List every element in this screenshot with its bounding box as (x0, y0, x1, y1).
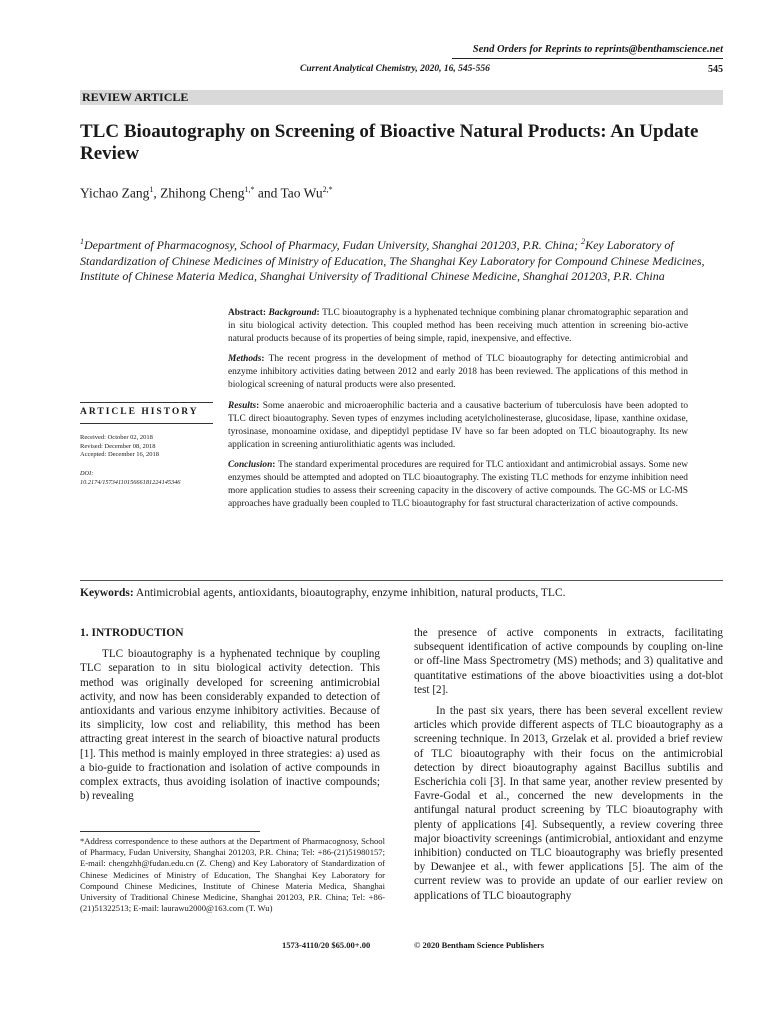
affiliation-1: Department of Pharmacognosy, School of Pharmacy, Fudan University, Shanghai 201203, P.R. China; (84, 238, 582, 252)
conclusion-text: The standard experimental procedures are required for TLC antioxidant and antimicrobial assays. Some new enzymes should be attempted and adopted on TLC bioautography. The existing TLC methods for enzyme inhibition need more application studies to assess their screening capacity in the discovery of active compounds. The GC-MS or LC-MS approaches have gradually been coupled to TLC bioautography for fast structural characterization of active compounds. (228, 459, 688, 510)
affiliations (80, 234, 730, 285)
abstract-conclusion: Conclusion: The standard experimental procedures are required for TLC antioxidant and antimicrobial assays. Some new enzymes should be attempted and adopted on TLC bioautography. The existing TLC methods for enzyme inhibition need more application studies to assess their screening capacity in the discovery of active compounds. The GC-MS or LC-MS approaches have gradually been coupled to TLC bioautography for fast structural characterization of active compounds. (228, 459, 688, 510)
author-name: Zhihong Cheng (160, 185, 245, 201)
doi-label: DOI: (80, 470, 94, 477)
body-column-left (80, 626, 380, 803)
keywords (80, 587, 723, 599)
doi-link[interactable]: 10.2174/1573411015666181224145346 (80, 478, 181, 486)
journal-citation: Current Analytical Chemistry, 2020, 16, 545-556 (300, 64, 490, 74)
history-accepted: Accepted: December 16, 2018 (80, 451, 160, 458)
author-list (80, 185, 333, 202)
author-affil-mark: 1,* (244, 185, 255, 194)
history-revised: Revised: December 08, 2018 (80, 442, 156, 450)
history-dates (80, 434, 159, 460)
intro-paragraph-1: TLC bioautography is a hyphenated technique by coupling TLC separation to in situ biological activity detection. This method was originally developed for screening antimicrobial activity, and now has been considerably expanded to detection of antioxidants and various enzyme inhibitory activities. Because of its simplicity, low cost and reliability, this method has been attracting great interest in the search of bioactive natural products [1]. This method is mainly employed in three strategies: a) used as a bio-guide to fractionation and isolation of active compounds in complex extracts, thus avoiding isolation of inactive compounds; b) revealing (80, 648, 380, 803)
abstract-rule (80, 580, 723, 581)
author-separator: and (254, 185, 281, 201)
article-type: REVIEW ARTICLE (82, 90, 189, 104)
methods-label: Methods (228, 354, 262, 365)
history-title: ARTICLE HISTORY (80, 407, 199, 417)
history-doi (80, 470, 220, 487)
affiliation-2: Key Laboratory of Standardization of Chinese Medicines of Ministry of Education, The Shanghai Key Laboratory for Compound Chinese Medicines, Institute of Chinese Materia Medica, Shanghai University of Traditional Chinese Medicine, Shanghai 201203, P.R. China (80, 238, 705, 283)
section-heading: 1. INTRODUCTION (80, 627, 184, 639)
abstract-label: Abstract: (228, 308, 267, 318)
intro-paragraph-2: In the past six years, there has been several excellent review articles which provide different aspects of TLC bioautography as a screening technique. In 2013, Grzelak et al. provided a brief review of TLC bioautography with their focus on the antimicrobial detection by direct bioautography against Bacillus subtilis and Escherichia coli [3]. In that same year, another review presented by Favre-Godal et al., concerned the new developments in the antifungal natural product screening by TLC bioautography with plenty of applications [4]. Subsequently, a review covering three major bioactivity screenings (antimicrobial, antioxidant and enzyme inhibition) conducted on TLC bioautography was briefly presented by Dewanjee et al., with fewer applications [5]. The aim of the current review was to provide an update of our earlier review on applications of TLC bioautography (414, 705, 723, 902)
keywords-text: Antimicrobial agents, antioxidants, bioautography, enzyme inhibition, natural products, TLC. (135, 587, 566, 599)
abstract (228, 307, 688, 518)
reprints-notice: Send Orders for Reprints to reprints@benthamscience.net (472, 44, 723, 55)
page-number: 545 (708, 64, 723, 75)
author-affil-mark: 2,* (322, 185, 333, 194)
affil-mark: 2 (581, 237, 586, 246)
methods-text: The recent progress in the development of method of TLC bioautography for detecting antimicrobial and enzyme inhibitory activities dating between 2012 and early 2018 has been reviewed. The applications of this method in biological screening of natural products were also presented. (228, 354, 688, 391)
correspondence-footnote: *Address correspondence to these authors at the Department of Pharmacognosy, School of Pharmacy, Fudan University, Shanghai 201203, P.R. China; Tel: +86-(21)51980157; E-mail: chengzhh@fudan.edu.cn (Z. Cheng) and Key Laboratory of Standardization of Chinese Medicines of Ministry of Education, The Shanghai Key Laboratory for Compound Chinese Medicines, Institute of Chinese Materia Medica, Shanghai University of Traditional Chinese Medicine, Shanghai 201203, P.R. China; Tel: +86-(21)51322513; E-mail: laurawu2000@163.com (T. Wu) (80, 836, 385, 914)
footnote-rule (80, 831, 260, 832)
conclusion-label: Conclusion (228, 459, 273, 470)
history-rule-top (80, 402, 213, 403)
results-text: Some anaerobic and microaerophilic bacteria and a causative bacterium of tuberculosis have been adopted to TLC direct bioautography. Seven types of enzymes including acetylcholinesterase, glucosidase, lipase, xanthine oxidase, tyrosinase, monoamine oxidase, and dipeptidyl peptidase IV have so far been adopted on TLC bioautography. Its new application in screening antiurolithiatic agents was included. (228, 400, 689, 450)
copyright: © 2020 Bentham Science Publishers (414, 940, 545, 950)
history-rule-bottom (80, 423, 213, 424)
issn-price: 1573-4110/20 $65.00+.00 (282, 940, 371, 950)
abstract-results: Results: Some anaerobic and microaerophilic bacteria and a causative bacterium of tuberculosis have been adopted to TLC direct bioautography. Seven types of enzymes including acetylcholinesterase, glucosidase, lipase, xanthine oxidase, tyrosinase, monoamine oxidase, and dipeptidyl peptidase IV have so far been adopted on TLC bioautography. Its new application in screening antiurolithiatic agents was included. (228, 400, 689, 450)
keywords-label: Keywords: (80, 587, 134, 599)
author-affil-mark: 1 (149, 185, 154, 194)
author-name: Tao Wu (280, 185, 323, 201)
affil-mark: 1 (80, 237, 84, 246)
reprints-rule (452, 58, 723, 59)
article-title: TLC Bioautography on Screening of Bioactive Natural Products: An Update Review (80, 121, 699, 164)
author-name: Yichao Zang (80, 185, 150, 201)
abstract-methods: Methods: The recent progress in the development of method of TLC bioautography for detecting antimicrobial and enzyme inhibitory activities dating between 2012 and early 2018 has been reviewed. The applications of this method in biological screening of natural products were also presented. (228, 354, 688, 391)
background-text: TLC bioautography is a hyphenated technique combining planar chromatographic separation and in situ biological activity detection. This coupled method has been receiving much attention in screening bio-active natural products because of its properties of being simple, rapid, inexpensive, and effective. (228, 308, 689, 345)
intro-paragraph-1-continued: the presence of active components in extracts, facilitating subsequent identification of active compounds by coupling on-line or off-line Mass Spectrometry (MS) methods; and 3) qualitative and quantitative estimations of the above bioactivities using a dot-blot test [2]. (414, 627, 723, 696)
body-column-right (414, 626, 723, 903)
background-label: Background (268, 308, 317, 318)
results-label: Results (228, 400, 257, 411)
history-received: Received: October 02, 2018 (80, 434, 153, 441)
author-separator: , (153, 185, 161, 201)
abstract-background: Abstract: Background: TLC bioautography is a hyphenated technique combining planar chromatographic separation and in situ biological activity detection. This coupled method has been receiving much attention in screening bio-active natural products because of its properties of being simple, rapid, inexpensive, and effective. (228, 308, 689, 345)
